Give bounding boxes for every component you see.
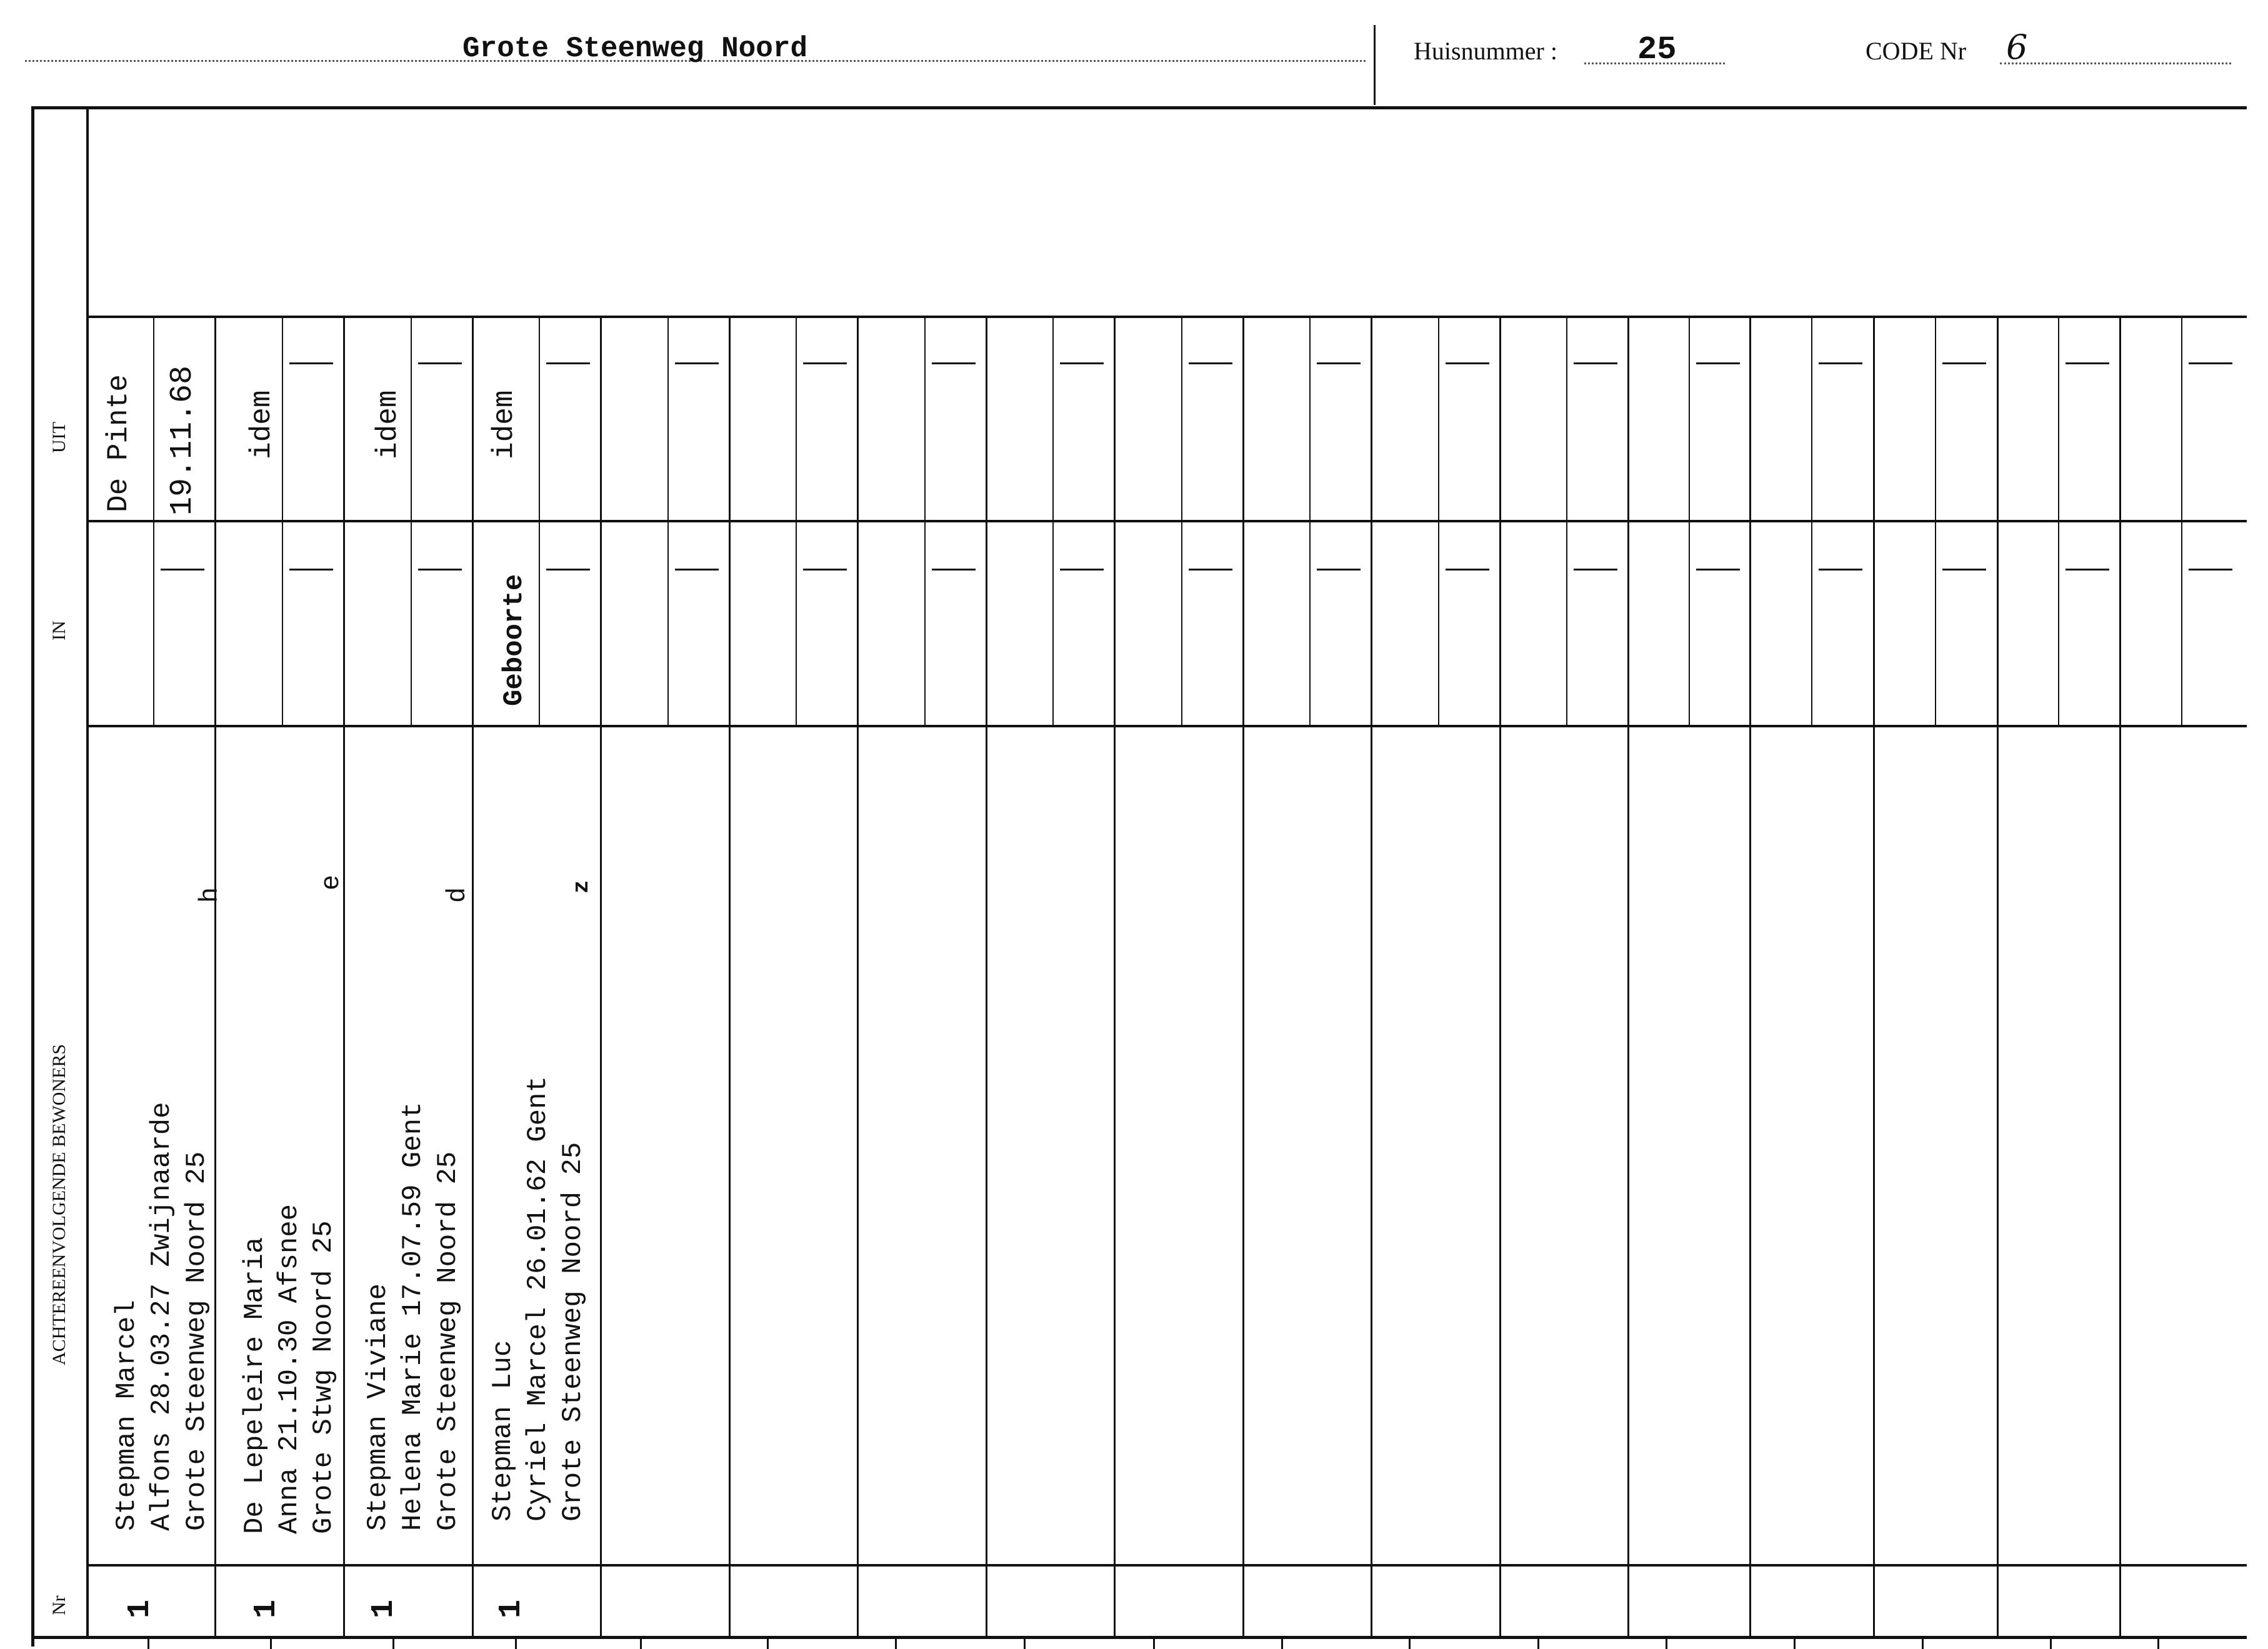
code-dotted-line — [2000, 62, 2231, 64]
column-line — [472, 316, 474, 1636]
resident-name-line-1: Stepman Viviane — [362, 1283, 394, 1531]
sub-column-line — [1309, 316, 1311, 726]
sub-column-line — [282, 316, 283, 726]
column-line — [1499, 316, 1501, 1636]
uit-place: De Pinte — [102, 374, 135, 512]
column-line — [1371, 316, 1372, 1636]
column-line — [1749, 316, 1751, 1636]
resident-marker: d — [442, 887, 472, 903]
column-line — [2119, 316, 2121, 1636]
row-label-in: IN — [49, 620, 69, 640]
in-reason: Geboorte — [499, 574, 530, 706]
column-line — [1873, 316, 1875, 1636]
resident-marker: z — [569, 880, 594, 894]
resident-marker: e — [316, 874, 346, 890]
resident-name-line-3: Grote Steenweg Noord 25 — [557, 1142, 589, 1522]
row-label-residents: ACHTEREENVOLGENDE BEWONERS — [49, 1044, 69, 1365]
column-line — [1997, 316, 1999, 1636]
uit-place: idem — [246, 390, 278, 459]
resident-nr: 1 — [366, 1599, 402, 1618]
resident-name-line-2: Anna 21.10.30 Afsnee — [274, 1203, 305, 1534]
sub-column-line — [1438, 316, 1439, 726]
column-line — [1627, 316, 1629, 1636]
resident-nr: 1 — [249, 1599, 284, 1618]
sub-column-line — [1052, 316, 1054, 726]
sub-column-line — [2058, 316, 2059, 726]
resident-name-line-3: Grote Steenweg Noord 25 — [432, 1151, 464, 1531]
code-label: CODE Nr — [1866, 37, 1967, 65]
frame-left — [31, 106, 34, 1647]
sub-column-line — [1566, 316, 1567, 726]
column-line — [1114, 316, 1116, 1636]
street-name: Grote Steenweg Noord — [462, 32, 808, 65]
uit-date: 19.11.68 — [165, 365, 201, 516]
uit-place: idem — [488, 390, 521, 459]
uit-place: idem — [372, 390, 404, 459]
resident-name-line-1: Stepman Marcel — [111, 1300, 142, 1531]
header-divider — [1374, 25, 1376, 105]
column-line — [857, 316, 859, 1636]
resident-name-line-2: Helena Marie 17.07.59 Gent — [397, 1102, 429, 1531]
resident-nr: 1 — [494, 1599, 529, 1618]
sub-column-line — [924, 316, 926, 726]
column-line — [986, 316, 987, 1636]
column-line — [1242, 316, 1244, 1636]
frame-bottom — [31, 1636, 2247, 1639]
sub-column-line — [667, 316, 669, 726]
house-number-value: 25 — [1637, 31, 1677, 68]
sub-column-line — [1181, 316, 1182, 726]
sub-column-line — [539, 316, 540, 726]
sub-column-line — [796, 316, 797, 726]
row-label-uit: UIT — [49, 422, 69, 453]
sub-column-line — [2181, 316, 2182, 726]
label-column-divider — [86, 106, 89, 1637]
resident-name-line-2: Cyriel Marcel 26.01.62 Gent — [522, 1076, 554, 1522]
column-line — [343, 316, 345, 1636]
row-divider-nr-top — [86, 1564, 2247, 1567]
sub-column-line — [153, 316, 154, 726]
column-line — [729, 316, 731, 1636]
resident-name-line-2: Alfons 28.03.27 Zwijnaarde — [146, 1102, 177, 1531]
resident-marker: h — [195, 887, 225, 903]
sub-column-line — [1811, 316, 1812, 726]
code-value: 6 — [2006, 27, 2028, 67]
resident-name-line-1: Stepman Luc — [487, 1340, 519, 1522]
sub-column-line — [1689, 316, 1690, 726]
house-number-label: Huisnummer : — [1414, 37, 1557, 65]
column-line — [214, 316, 216, 1636]
row-label-nr: Nr — [49, 1595, 69, 1615]
sub-column-line — [411, 316, 412, 726]
frame-top — [31, 106, 2247, 109]
sub-column-line — [1935, 316, 1936, 726]
resident-name-line-3: Grote Stwg Noord 25 — [308, 1220, 339, 1534]
resident-name-line-1: De Lepeleire Maria — [239, 1237, 271, 1534]
resident-nr: 1 — [122, 1599, 158, 1618]
resident-name-line-3: Grote Steenweg Noord 25 — [181, 1151, 212, 1531]
column-line — [600, 316, 602, 1636]
